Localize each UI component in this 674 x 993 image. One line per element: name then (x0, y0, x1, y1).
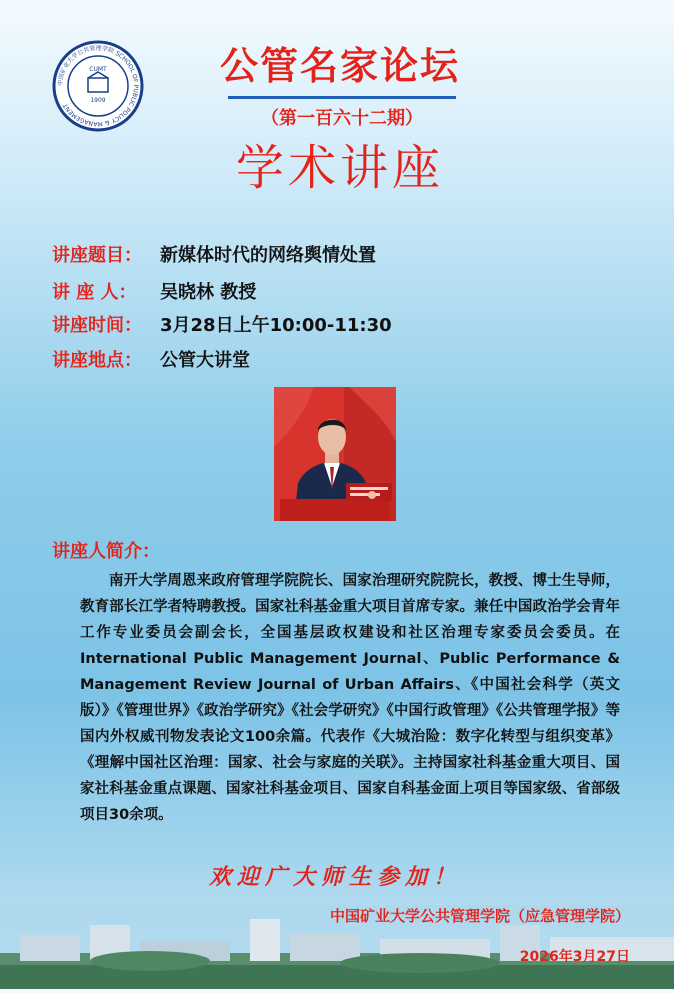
bio-text: 南开大学周恩来政府管理学院院长、国家治理研究院院长，教授、博士生导师，教育部长江学者特聘教授。国家社科基金重大项目首席专家。兼任中国政治学会青年工作专业委员会副会长，全国基层政权建设和社区治理专家委员会委员。在International Public Management Journal、Public Performance & Management Review Journal of Urban Affairs、《中国社会科学（英文版）》《管理世界》《政治学研究》《社会学研究》《中国行政管理》《公共管理学报》等国内外权威刊物发表论文100余篇。代表作《大城治险：数字化转型与组织变革》《理解中国社区治理：国家、社会与家庭的关联》。主持国家社科基金重大项目、国家社科基金重点课题、国家社科基金项目、国家自科基金面上项目等国家级、省部级项目30余项。 (80, 573, 620, 823)
info-label: 讲 座 人： (52, 282, 137, 303)
info-row-time (52, 310, 392, 342)
info-label: 讲座题目： (52, 245, 142, 266)
speaker-photo (274, 387, 396, 521)
forum-title: 公管名家论坛 (219, 43, 460, 88)
logo-ring-text: 中国矿业大学公共管理学院 SCHOOL OF PUBLIC POLICY & MANAGEMENT (56, 44, 140, 128)
bio-heading: 讲座人简介： (52, 541, 160, 562)
issue-date: 2026年3月27日 (519, 949, 630, 965)
info-row-venue (52, 345, 250, 377)
info-row-speaker (52, 277, 256, 309)
info-value: 3月28日上午10:00-11:30 (160, 315, 392, 336)
info-value: 公管大讲堂 (160, 350, 250, 371)
organizer: 中国矿业大学公共管理学院（应急管理学院） (329, 907, 630, 925)
info-value: 吴晓林 教授 (160, 282, 257, 303)
issue-number: （第一百六十二期） (261, 108, 423, 129)
school-logo (52, 40, 144, 132)
info-label: 讲座地点： (52, 350, 142, 371)
lecture-heading: 学术讲座 (235, 140, 444, 196)
title-underline (228, 96, 456, 99)
logo-abbr: CUMT (89, 66, 107, 73)
welcome-message: 欢迎广大师生参加！ (208, 864, 461, 890)
info-label: 讲座时间： (52, 315, 142, 336)
info-row-topic (52, 240, 376, 272)
logo-year: 1909 (90, 97, 106, 104)
info-value: 新媒体时代的网络舆情处置 (160, 245, 376, 266)
